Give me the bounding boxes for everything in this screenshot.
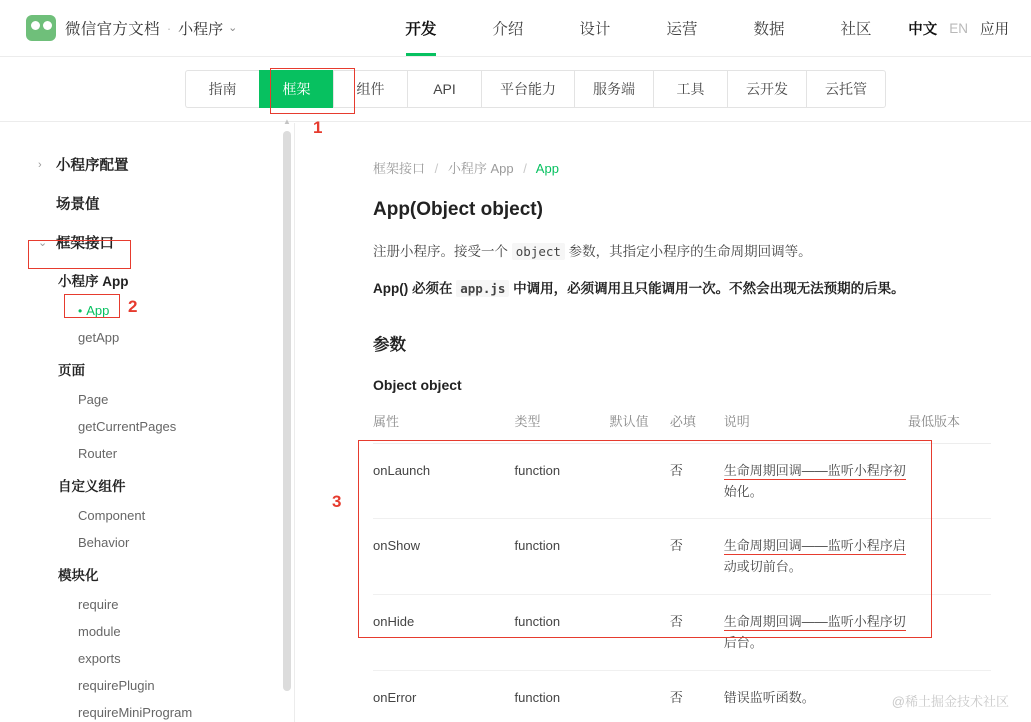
cell-desc-onhide	[724, 595, 908, 671]
cell-desc-onlaunch	[724, 443, 908, 519]
app-entry-link[interactable]: 应用	[980, 21, 1009, 38]
cell-type-onerror: function	[515, 670, 610, 722]
secondary-tab-bar	[0, 57, 1031, 122]
desc-rest-onlaunch: 始化。	[723, 483, 763, 499]
cell-type-onshow: function	[515, 519, 610, 595]
cell-default-onshow	[610, 519, 670, 595]
table-row	[373, 519, 991, 595]
sidebar-subtitle-app: 小程序 App	[58, 274, 129, 289]
sidebar-item-app[interactable]	[0, 297, 294, 324]
main-content	[295, 123, 1031, 722]
top-header	[0, 0, 1031, 57]
th-default: 默认值	[610, 411, 670, 444]
desc-link-onshow[interactable]: 生命周期回调——监听小程序启	[723, 538, 906, 554]
sidebar-subtitle-custom-component: 自定义组件	[58, 479, 126, 494]
lang-zh-button[interactable]: 中文	[908, 21, 938, 38]
page-title: App(Object object)	[373, 199, 543, 220]
sidebar-item-requireplugin[interactable]: requirePlugin	[78, 678, 155, 693]
tab-cloud-dev[interactable]: 云开发	[727, 70, 806, 108]
warning-code: app.js	[456, 280, 509, 297]
nav-item-community[interactable]: 社区	[840, 21, 872, 38]
params-table	[373, 411, 991, 722]
desc-link-onlaunch[interactable]: 生命周期回调——监听小程序初	[723, 462, 906, 478]
tab-tools[interactable]: 工具	[653, 70, 727, 108]
cell-name-onhide: onHide	[373, 595, 515, 671]
scroll-up-arrow-icon[interactable]: ▲	[283, 117, 291, 126]
cell-default-onlaunch	[610, 443, 670, 519]
cell-default-onhide	[610, 595, 670, 671]
sidebar-item-module[interactable]: module	[78, 624, 121, 639]
cell-required-onhide: 否	[670, 595, 724, 671]
cell-required-onlaunch: 否	[670, 443, 724, 519]
sidebar-label-scene-value: 场景值	[56, 197, 100, 213]
tab-cloud-hosting[interactable]: 云托管	[806, 70, 886, 108]
sidebar-item-page[interactable]: Page	[78, 392, 109, 407]
cell-type-onhide: function	[515, 595, 610, 671]
sidebar-scroll-thumb[interactable]	[283, 131, 291, 691]
chevron-down-icon-framework: ⌄	[38, 237, 48, 249]
left-sidebar	[0, 123, 295, 722]
cell-type-onlaunch: function	[515, 443, 610, 519]
sidebar-label-framework-api: 框架接口	[56, 236, 114, 252]
annotation-number-3: 3	[332, 492, 342, 511]
intro-pre: 注册小程序。接受一个	[373, 244, 512, 259]
brand-product: 小程序	[178, 20, 224, 38]
cell-desc-onshow	[724, 519, 908, 595]
sidebar-item-miniprogram-config[interactable]	[0, 145, 294, 184]
tab-components[interactable]: 组件	[333, 70, 407, 108]
sidebar-item-requireminiprogram[interactable]: requireMiniProgram	[78, 705, 193, 720]
tab-guide[interactable]: 指南	[185, 70, 259, 108]
cell-name-onlaunch: onLaunch	[373, 443, 515, 519]
nav-item-data[interactable]: 数据	[753, 21, 785, 38]
sidebar-item-exports[interactable]: exports	[78, 651, 121, 666]
sidebar-item-framework-api[interactable]	[0, 223, 294, 262]
cell-name-onshow: onShow	[373, 519, 515, 595]
bullet-icon: •	[78, 304, 83, 318]
cell-name-onerror: onError	[373, 670, 515, 722]
cell-version-onlaunch	[908, 443, 991, 519]
brand-area[interactable]	[26, 15, 237, 41]
sidebar-subtitle-page: 页面	[58, 363, 85, 378]
breadcrumb-item-2: App	[535, 161, 559, 176]
cell-version-onhide	[908, 595, 991, 671]
watermark: @稀土掘金技术社区	[891, 694, 1009, 709]
sidebar-scrollbar[interactable]	[283, 117, 291, 703]
sidebar-item-component[interactable]: Component	[78, 508, 146, 523]
table-row	[373, 595, 991, 671]
sidebar-item-scene-value[interactable]	[0, 184, 294, 223]
chevron-down-icon[interactable]: ⌄	[228, 21, 238, 34]
th-min-version: 最低版本	[908, 411, 991, 444]
desc-rest-onhide: 后台。	[723, 634, 763, 650]
cell-version-onshow	[908, 519, 991, 595]
tab-api[interactable]: API	[407, 70, 481, 108]
nav-item-develop[interactable]: 开发	[377, 0, 464, 56]
th-attribute: 属性	[373, 411, 515, 444]
tab-platform-capability[interactable]: 平台能力	[481, 70, 574, 108]
warning-pre: App() 必须在	[373, 280, 457, 296]
tab-server[interactable]: 服务端	[574, 70, 653, 108]
table-header-row	[373, 411, 991, 444]
nav-item-operation[interactable]: 运营	[666, 21, 698, 38]
wechat-logo-icon	[26, 15, 56, 41]
breadcrumb-sep-1: /	[523, 161, 527, 176]
sidebar-item-router[interactable]: Router	[78, 446, 118, 461]
desc-link-onhide[interactable]: 生命周期回调——监听小程序切	[723, 614, 906, 630]
sidebar-subtitle-modularization: 模块化	[58, 568, 99, 583]
primary-nav	[377, 0, 899, 56]
sidebar-label-app: App	[86, 303, 110, 318]
breadcrumb-item-1[interactable]: 小程序 App	[447, 161, 514, 176]
lang-en-button[interactable]: EN	[949, 20, 968, 36]
sidebar-item-behavior[interactable]: Behavior	[78, 535, 130, 550]
subsection-title-object: Object object	[373, 376, 462, 393]
nav-item-design[interactable]: 设计	[579, 21, 611, 38]
sidebar-item-getapp[interactable]: getApp	[78, 330, 120, 345]
cell-required-onerror: 否	[670, 670, 724, 722]
intro-paragraph	[373, 241, 991, 264]
nav-item-intro[interactable]: 介绍	[492, 21, 524, 38]
th-description: 说明	[724, 411, 908, 444]
tab-group	[185, 70, 886, 108]
breadcrumb	[373, 158, 991, 177]
section-title-params: 参数	[373, 335, 406, 354]
breadcrumb-item-0[interactable]: 框架接口	[373, 161, 426, 176]
language-switcher	[908, 0, 1009, 56]
cell-default-onerror	[610, 670, 670, 722]
breadcrumb-sep-0: /	[434, 161, 439, 176]
th-type: 类型	[515, 411, 610, 444]
tab-framework[interactable]: 框架	[259, 70, 333, 108]
cell-desc-onerror: 错误监听函数。	[724, 670, 908, 722]
cell-required-onshow: 否	[670, 519, 724, 595]
brand-title: 微信官方文档	[65, 21, 160, 38]
warning-paragraph	[373, 278, 991, 301]
brand-separator: ·	[166, 20, 172, 36]
intro-code: object	[512, 243, 565, 260]
table-row	[373, 443, 991, 519]
th-required: 必填	[670, 411, 724, 444]
sidebar-item-require[interactable]: require	[78, 597, 119, 612]
intro-post: 参数，其指定小程序的生命周期回调等。	[564, 244, 812, 259]
desc-rest-onshow: 动或切前台。	[723, 559, 802, 575]
annotation-number-2: 2	[128, 297, 138, 316]
annotation-number-1: 1	[313, 118, 323, 137]
sidebar-list	[0, 123, 294, 722]
sidebar-item-getcurrentpages[interactable]: getCurrentPages	[78, 419, 177, 434]
warning-post: 中调用，必须调用且只能调用一次。不然会出现无法预期的后果。	[509, 280, 905, 296]
sidebar-label-miniprogram-config: 小程序配置	[56, 158, 129, 174]
chevron-right-icon: ›	[38, 158, 42, 171]
